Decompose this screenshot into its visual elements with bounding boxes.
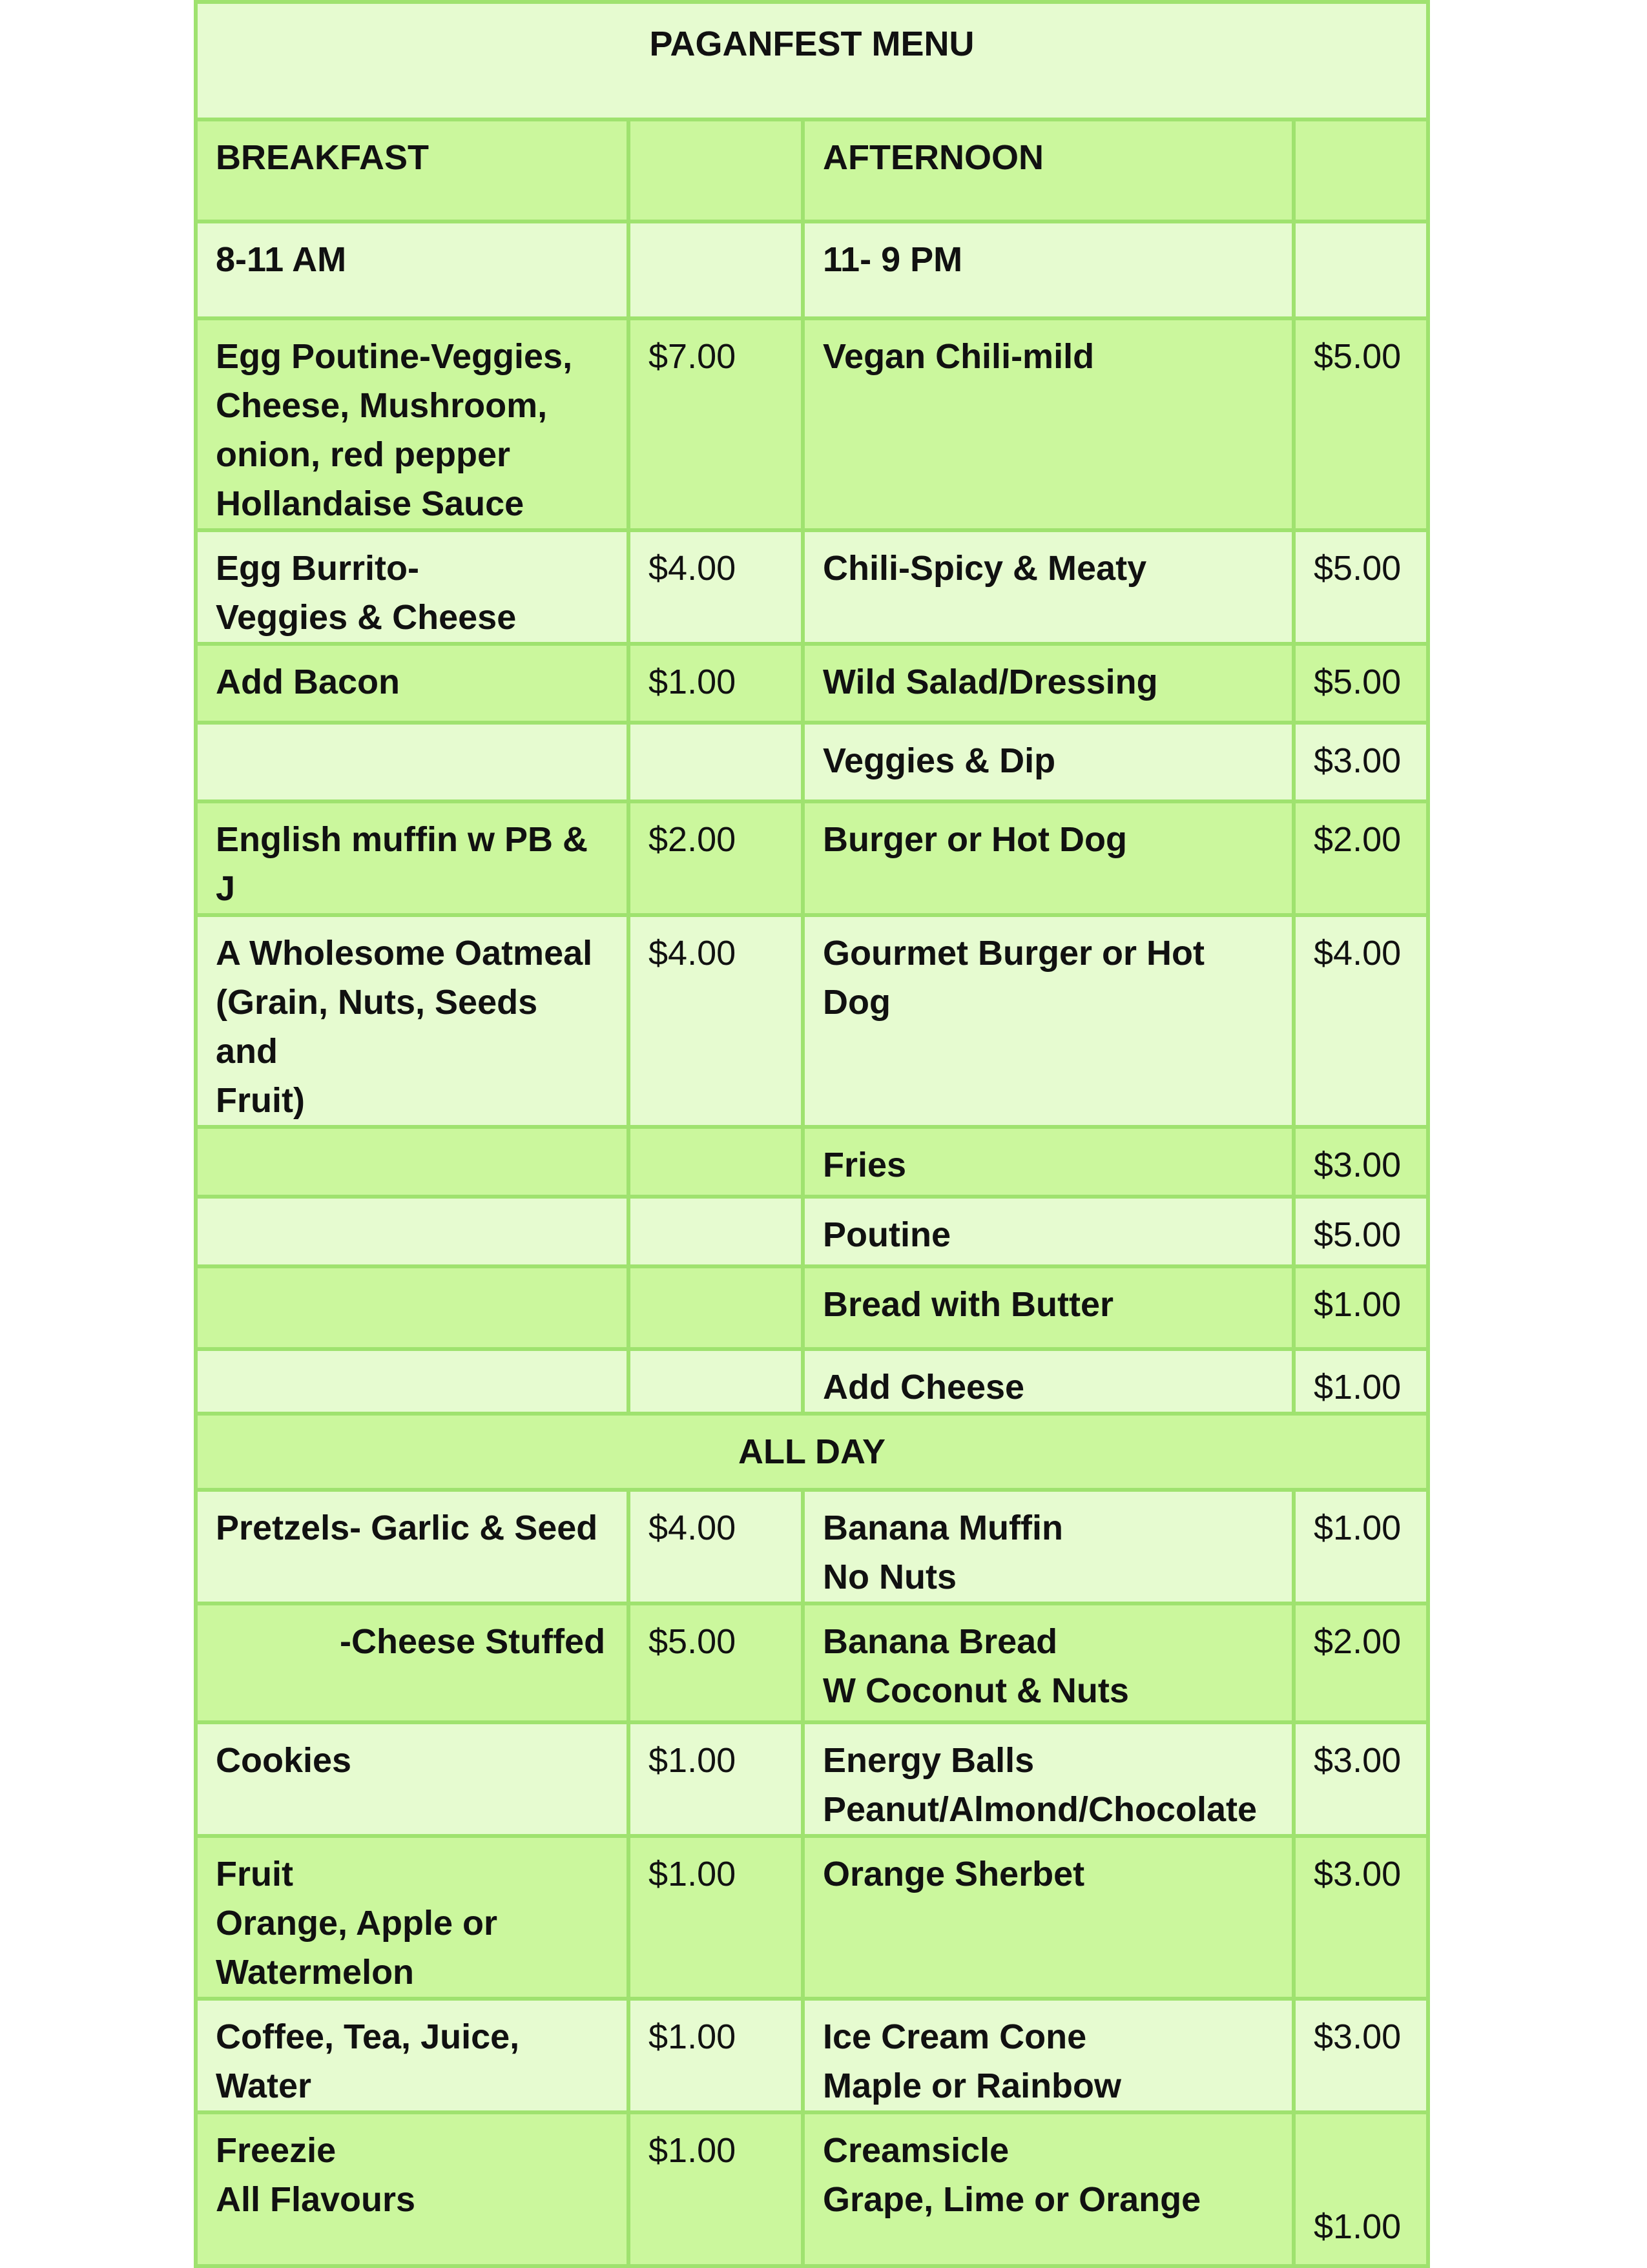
- menu-row: [196, 1197, 1428, 1266]
- menu-item: [196, 723, 628, 801]
- menu-item: Add Bacon: [196, 644, 628, 723]
- menu-price: $2.00: [1294, 1603, 1428, 1722]
- menu-price: $4.00: [1294, 915, 1428, 1127]
- menu-price: $1.00: [628, 1836, 803, 1999]
- menu-title: PAGANFEST MENU: [196, 2, 1428, 119]
- menu-row: [196, 2112, 1428, 2266]
- menu-row: [196, 530, 1428, 644]
- menu-row: [196, 1722, 1428, 1836]
- menu-price: $3.00: [1294, 1127, 1428, 1197]
- menu-item: Gourmet Burger or Hot Dog: [803, 915, 1294, 1127]
- menu-price: $2.00: [628, 801, 803, 915]
- menu-price: $1.00: [628, 1999, 803, 2112]
- menu-price: $1.00: [1294, 1266, 1428, 1349]
- menu-price: $4.00: [628, 530, 803, 644]
- menu-row: [196, 644, 1428, 723]
- afternoon-header: AFTERNOON: [803, 119, 1294, 222]
- menu-price: $4.00: [628, 915, 803, 1127]
- menu-item: Bread with Butter: [803, 1266, 1294, 1349]
- menu-price: $2.00: [1294, 801, 1428, 915]
- menu-row: [196, 318, 1428, 530]
- menu-item: Banana Muffin No Nuts: [803, 1490, 1294, 1603]
- menu-row: [196, 1127, 1428, 1197]
- menu-price: $1.00: [628, 1722, 803, 1836]
- menu-item: Poutine: [803, 1197, 1294, 1266]
- menu-price: [628, 1197, 803, 1266]
- menu-row: [196, 723, 1428, 801]
- menu-price: $3.00: [1294, 723, 1428, 801]
- menu-item: English muffin w PB & J: [196, 801, 628, 915]
- menu-item: A Wholesome Oatmeal (Grain, Nuts, Seeds and Fruit): [196, 915, 628, 1127]
- menu-item: Coffee, Tea, Juice, Water: [196, 1999, 628, 2112]
- menu-item: Orange Sherbet: [803, 1836, 1294, 1999]
- empty-cell: [1294, 222, 1428, 318]
- menu-price: $5.00: [1294, 1197, 1428, 1266]
- menu-item: [196, 1127, 628, 1197]
- menu-price: [628, 723, 803, 801]
- menu-row: [196, 1603, 1428, 1722]
- all-day-header: ALL DAY: [196, 1414, 1428, 1490]
- menu-item: Energy Balls Peanut/Almond/Chocolate: [803, 1722, 1294, 1836]
- menu-item: Veggies & Dip: [803, 723, 1294, 801]
- menu-price: $3.00: [1294, 1836, 1428, 1999]
- empty-cell: [628, 119, 803, 222]
- menu-row: [196, 915, 1428, 1127]
- menu-price: [628, 1266, 803, 1349]
- menu-item: [196, 1197, 628, 1266]
- menu-row: [196, 1999, 1428, 2112]
- menu-price: $1.00: [1294, 1490, 1428, 1603]
- empty-cell: [1294, 119, 1428, 222]
- menu-price: $5.00: [1294, 318, 1428, 530]
- menu-item: Cookies: [196, 1722, 628, 1836]
- menu-price: $1.00: [628, 2112, 803, 2266]
- menu-item: Ice Cream Cone Maple or Rainbow: [803, 1999, 1294, 2112]
- menu-item: Banana Bread W Coconut & Nuts: [803, 1603, 1294, 1722]
- menu-row: [196, 1490, 1428, 1603]
- menu-price: $1.00: [628, 644, 803, 723]
- menu-item: [196, 1349, 628, 1414]
- menu-item: [196, 1266, 628, 1349]
- breakfast-time: 8-11 AM: [196, 222, 628, 318]
- menu-price: $5.00: [1294, 530, 1428, 644]
- menu-table: [194, 0, 1430, 2268]
- menu-item: Wild Salad/Dressing: [803, 644, 1294, 723]
- menu-item: Freezie All Flavours: [196, 2112, 628, 2266]
- menu-item: Egg Burrito- Veggies & Cheese: [196, 530, 628, 644]
- menu-price: $1.00: [1294, 1349, 1428, 1414]
- menu-price: $3.00: [1294, 1999, 1428, 2112]
- menu-item: Creamsicle Grape, Lime or Orange: [803, 2112, 1294, 2266]
- menu-row: [196, 1836, 1428, 1999]
- afternoon-time: 11- 9 PM: [803, 222, 1294, 318]
- menu-price: [628, 1127, 803, 1197]
- menu-row: [196, 801, 1428, 915]
- menu-item: Fruit Orange, Apple or Watermelon: [196, 1836, 628, 1999]
- menu-price: $7.00: [628, 318, 803, 530]
- menu-price: $4.00: [628, 1490, 803, 1603]
- breakfast-header: BREAKFAST: [196, 119, 628, 222]
- menu-item: Egg Poutine-Veggies, Cheese, Mushroom, onion, red pepper Hollandaise Sauce: [196, 318, 628, 530]
- menu-row: [196, 1349, 1428, 1414]
- menu-row: [196, 1266, 1428, 1349]
- menu-item: -Cheese Stuffed: [196, 1603, 628, 1722]
- menu-item: Pretzels- Garlic & Seed: [196, 1490, 628, 1603]
- empty-cell: [628, 222, 803, 318]
- menu-price: $5.00: [628, 1603, 803, 1722]
- menu-item: Fries: [803, 1127, 1294, 1197]
- menu-item: Vegan Chili-mild: [803, 318, 1294, 530]
- menu-price: $5.00: [1294, 644, 1428, 723]
- menu-item: Chili-Spicy & Meaty: [803, 530, 1294, 644]
- menu-price: $1.00: [1294, 2112, 1428, 2266]
- menu-item: Add Cheese: [803, 1349, 1294, 1414]
- menu-price: $3.00: [1294, 1722, 1428, 1836]
- menu-price: [628, 1349, 803, 1414]
- menu-item: Burger or Hot Dog: [803, 801, 1294, 915]
